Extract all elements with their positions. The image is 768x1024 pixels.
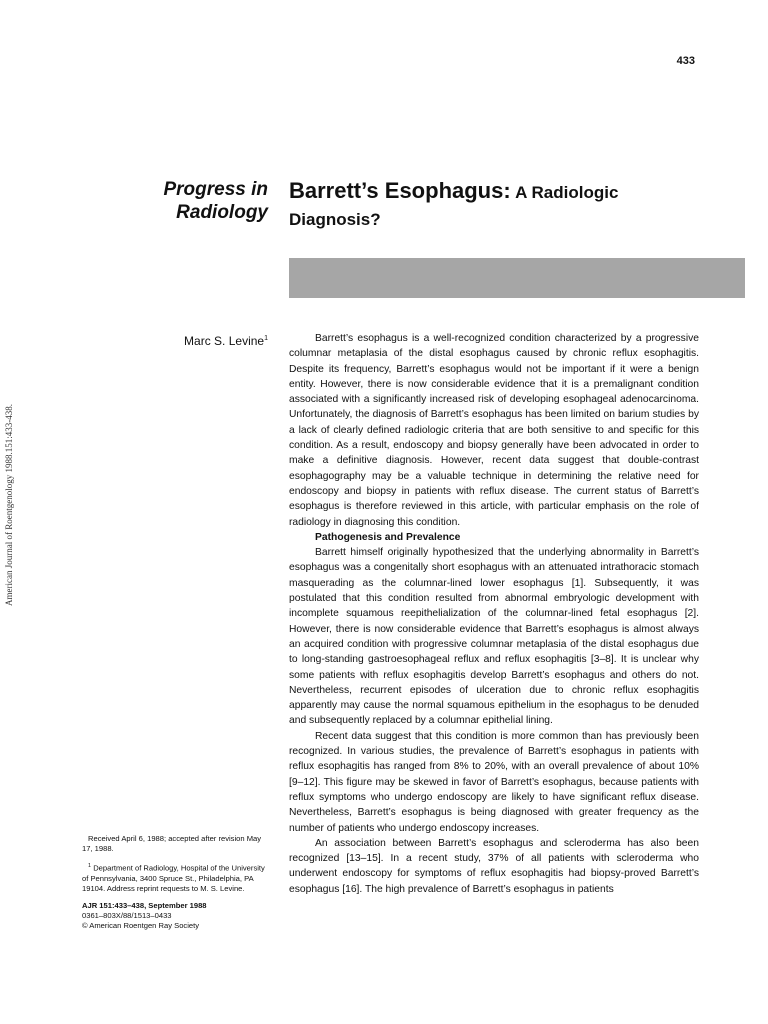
author-name: Marc S. Levine	[184, 334, 265, 348]
footnote-issn: 0361–803X/88/1513–0433	[82, 910, 172, 920]
body-paragraph: An association between Barrett’s esophagus and scleroderma has also been recognized [13–15]. In a recent study, 37% of all patients with scleroderma who underwent endoscopy for symptoms of reflux esophagitis had biopsy-proved Barrett’s esophagus [16]. The high prevalence of Barrett’s esophagus in patients	[289, 837, 699, 895]
page-number: 433	[676, 55, 695, 67]
section-heading: Pathogenesis and Prevalence	[315, 531, 461, 543]
side-citation	[2, 380, 16, 630]
title-sub: A Radiologic	[515, 183, 619, 202]
side-citation-text: American Journal of Roentgenology 1988.151:433-438.	[4, 404, 14, 606]
affiliation-mark: 1	[88, 862, 92, 869]
affiliation-text: Department of Radiology, Hospital of the University of Pennsylvania, 3400 Spruce St., Philadelphia, PA 19104. Address reprint requests to M. S. Levine.	[82, 863, 265, 894]
footnote-journal-ref	[82, 901, 272, 911]
title-banner	[289, 258, 745, 298]
body-column	[289, 331, 699, 897]
footnote-received: Received April 6, 1988; accepted after revision May 17, 1988.	[82, 834, 262, 854]
article-title	[289, 178, 729, 233]
title-main: Barrett’s Esophagus:	[289, 178, 511, 203]
footnote-copyright: © American Roentgen Ray Society	[82, 921, 200, 931]
journal-ref: AJR 151:433–438, September 1988	[82, 900, 207, 910]
author	[150, 334, 268, 348]
series-label-line2: Radiology	[176, 202, 268, 223]
abstract: Barrett’s esophagus is a well-recognized condition characterized by a progressive columnar metaplasia of the distal esophagus caused by chronic reflux esophagitis. Despite its frequency, Barrett’s esophagus would not be important if it were a benign entity. However, there is now considerable evidence that it is a premalignant condition associated with a significantly increased risk of developing esophageal adenocarcinoma. Unfortunately, the diagnosis of Barrett’s esophagus has been limited on barium studies by a lack of clearly defined radiologic criteria that are both sensitive to and specific for this condition. As a result, endoscopy and biopsy generally have been advocated in order to make a definitive diagnosis. However, recent data suggest that double-contrast esophagography may be a valuable technique in determining the relative need for endoscopy and biopsy in patients with reflux disease. The current status of Barrett’s esophagus is therefore reviewed in this article, with particular emphasis on the role of radiology in diagnosing this condition.	[289, 333, 699, 528]
footnotes	[82, 834, 272, 932]
title-sub-line2: Diagnosis?	[289, 210, 381, 229]
series-label-line1: Progress in	[163, 179, 268, 200]
footnote-affiliation	[82, 861, 272, 895]
series-label	[120, 178, 268, 224]
body-paragraph: Recent data suggest that this condition is more common than has previously been recognized. In various studies, the prevalence of Barrett’s esophagus in patients with reflux esophagitis has ranged from 8% to 20%, with an overall prevalence of about 10% [9–12]. This figure may be skewed in favor of Barrett’s esophagus, because patients with reflux symptoms who undergo endoscopy are likely to have significant reflux disease. Nevertheless, Barrett’s esophagus is being diagnosed with greater frequency as the number of patients who undergo endoscopy increases.	[289, 730, 699, 834]
body-paragraph: Barrett himself originally hypothesized that the underlying abnormality in Barrett’s esophagus was a congenitally short esophagus with an attenuated intrathoracic stomach masquerading as the columnar-lined lower esophagus [1]. Subsequently, it was postulated that this condition resulted from abnormal embryologic development with incomplete squamous reepithelialization of the columnar-lined fetal esophagus [2]. However, there is now considerable evidence that Barrett’s esophagus is almost always an acquired condition with progressive columnar metaplasia of the distal esophagus due to long-standing gastroesophageal reflux and reflux esophagitis [3–8]. It is unclear why some patients with reflux esophagitis develop Barrett’s esophagus and others do not. Nevertheless, recurrent episodes of ulceration due to chronic reflux esophagitis apparently may cause the normal squamous epithelium in the esophagus to be denuded and subsequently replaced by a columnar epithelial lining.	[289, 547, 699, 727]
author-footnote-mark: 1	[264, 335, 268, 342]
